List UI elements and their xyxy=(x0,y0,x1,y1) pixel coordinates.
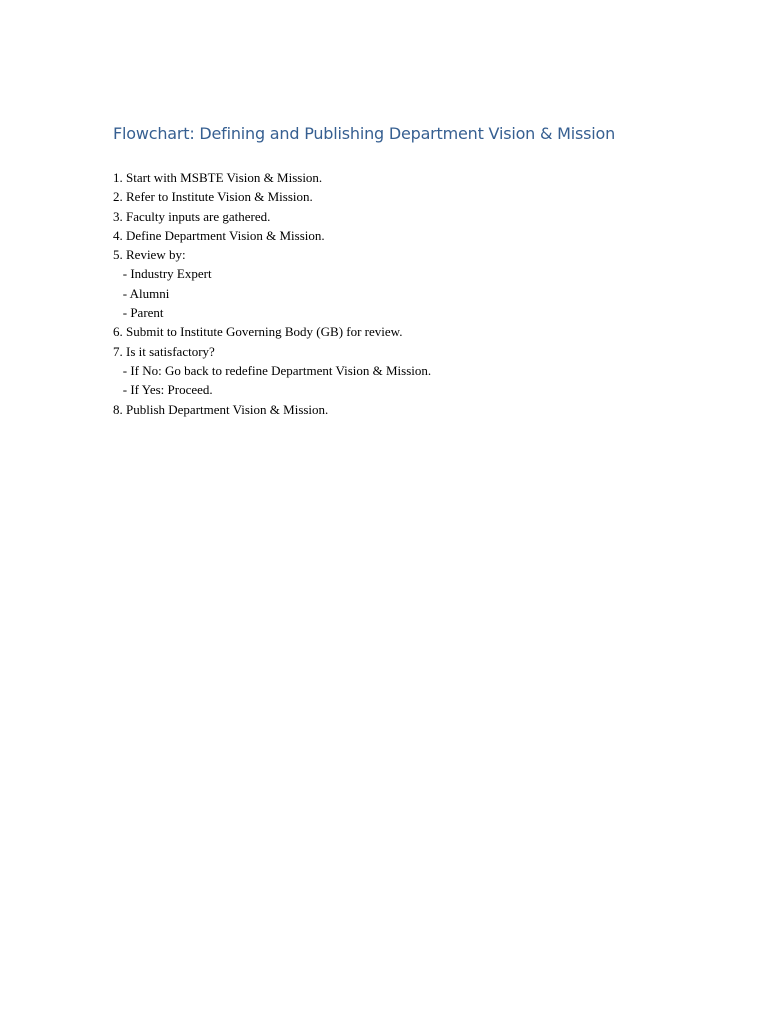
step-list xyxy=(113,168,713,419)
step-line: 2. Refer to Institute Vision & Mission. xyxy=(113,189,313,205)
step-line: 8. Publish Department Vision & Mission. xyxy=(113,401,329,417)
step-line: 4. Define Department Vision & Mission. xyxy=(113,227,325,243)
sub-step-line: - Parent xyxy=(113,305,164,321)
step-line: 7. Is it satisfactory? xyxy=(113,343,215,359)
step-line: 1. Start with MSBTE Vision & Mission. xyxy=(113,170,323,185)
sub-step-line: - Alumni xyxy=(113,285,170,301)
document-title: Flowchart: Defining and Publishing Department Vision & Mission xyxy=(113,124,616,143)
step-line: 6. Submit to Institute Governing Body (GB) for review. xyxy=(113,324,403,340)
step-line: 5. Review by: xyxy=(113,247,186,263)
sub-step-line: - If Yes: Proceed. xyxy=(113,382,213,398)
sub-step-line: - Industry Expert xyxy=(113,266,212,282)
step-line: 3. Faculty inputs are gathered. xyxy=(113,208,271,224)
sub-step-line: - If No: Go back to redefine Department Vision & Mission. xyxy=(113,362,432,378)
